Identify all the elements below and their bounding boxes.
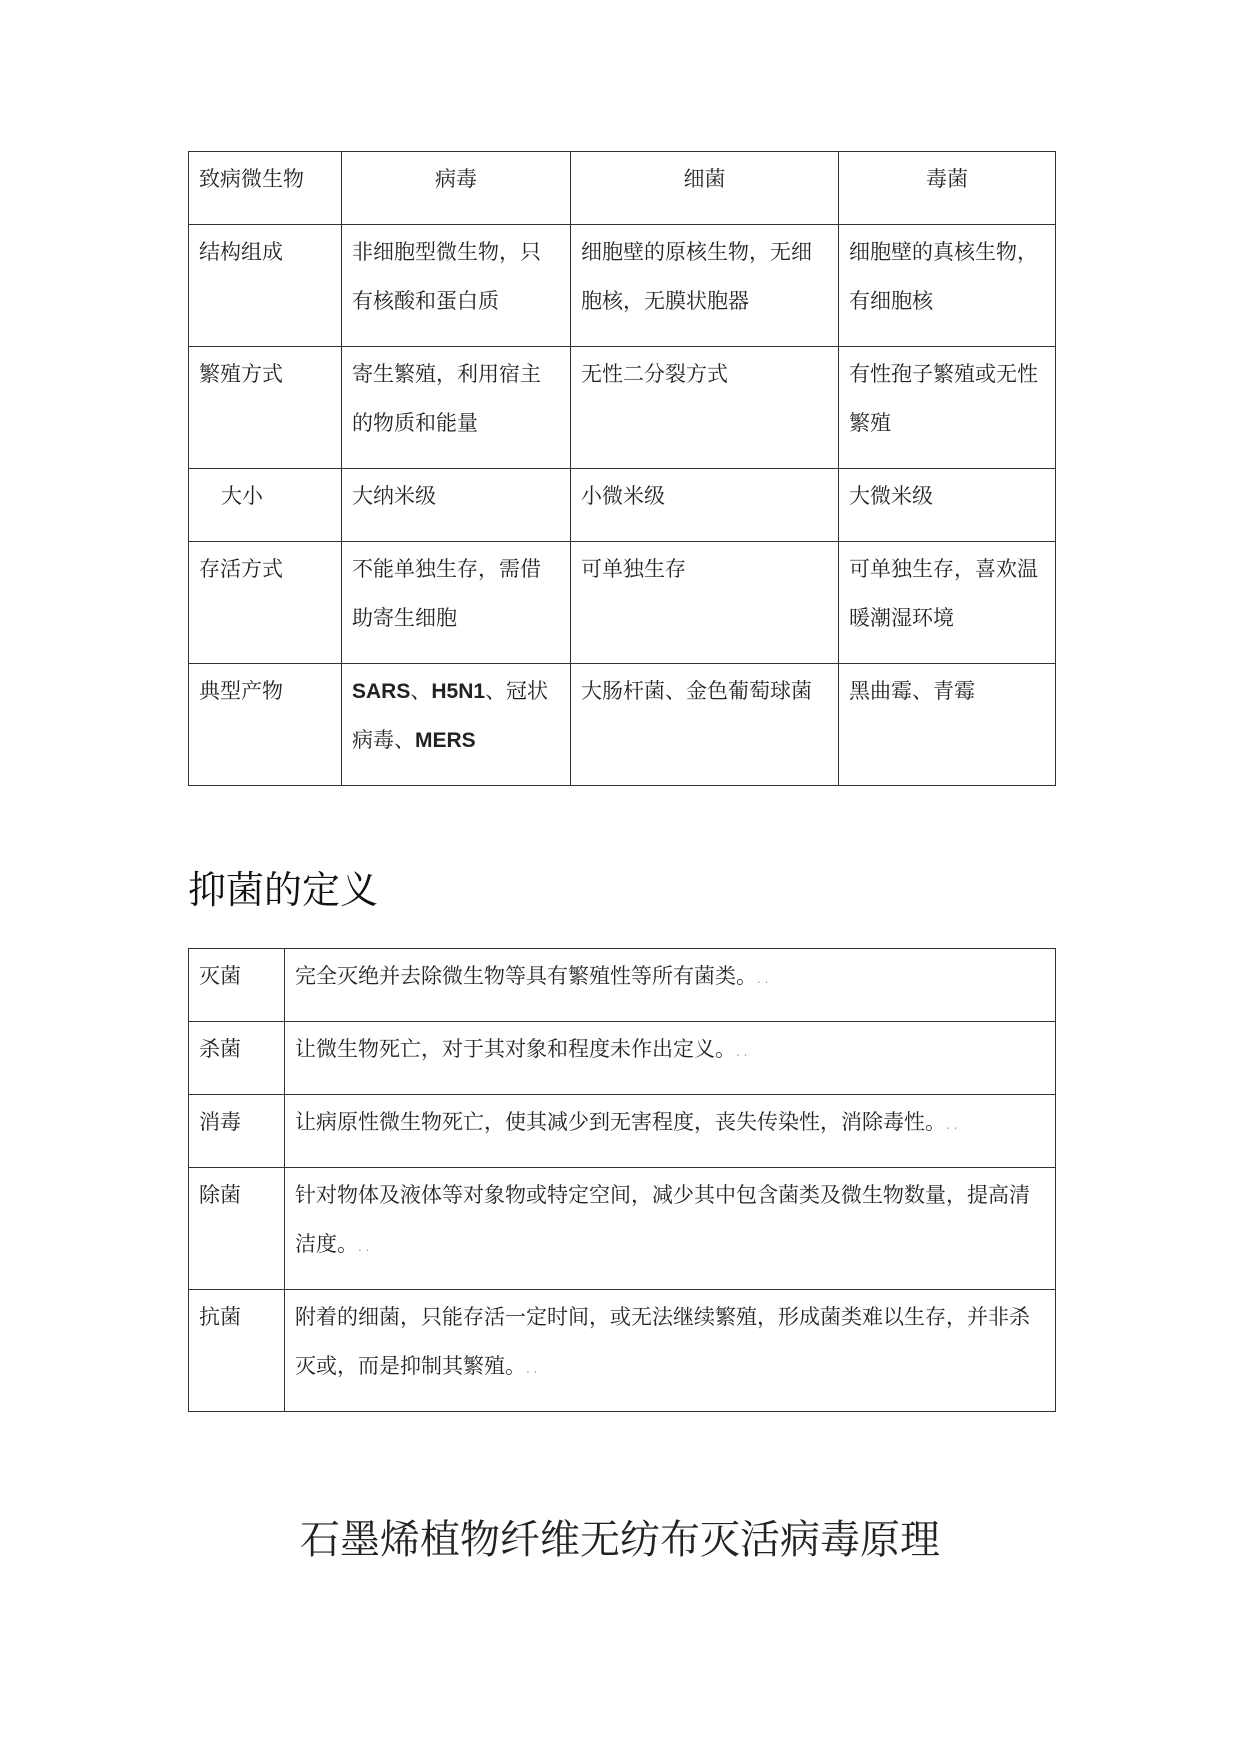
example-sars: SARS	[352, 680, 411, 703]
cell-virus-examples	[342, 664, 571, 786]
section-heading: 抑菌的定义	[188, 868, 379, 912]
cell-bacteria-examples: 大肠杆菌、金色葡萄球菌	[571, 664, 839, 786]
definition-cell	[285, 1168, 1056, 1290]
definition-text: 完全灭绝并去除微生物等具有繁殖性等所有菌类。	[295, 964, 757, 988]
definition-cell	[285, 949, 1056, 1022]
table-row	[189, 469, 1056, 542]
example-coronavirus: 、冠状病毒、	[352, 679, 549, 752]
table-row	[189, 1290, 1056, 1412]
table-row	[189, 542, 1056, 664]
definition-text: 让微生物死亡，对于其对象和程度未作出定义。	[295, 1037, 736, 1061]
table-row	[189, 1168, 1056, 1290]
cell-bacteria-reproduction: 无性二分裂方式	[571, 347, 839, 469]
antibacterial-definitions-table	[188, 948, 1056, 1412]
row-label-structure: 结构组成	[189, 225, 342, 347]
cell-fungi-structure: 细胞壁的真核生物，有细胞核	[839, 225, 1056, 347]
term-cell: 抗菌	[189, 1290, 285, 1412]
example-mers: MERS	[415, 729, 476, 752]
cell-virus-size: 大纳米级	[342, 469, 571, 542]
definition-cell	[285, 1095, 1056, 1168]
header-cell-bacteria: 细菌	[571, 152, 839, 225]
graphene-fabric-title: 石墨烯植物纤维无纺布灭活病毒原理	[300, 1517, 940, 1563]
term-cell: 杀菌	[189, 1022, 285, 1095]
cell-bacteria-size: 小微米级	[571, 469, 839, 542]
term-cell: 消毒	[189, 1095, 285, 1168]
table-row	[189, 664, 1056, 786]
row-label-survival: 存活方式	[189, 542, 342, 664]
header-cell-fungi: 毒菌	[839, 152, 1056, 225]
trailing-mark: . .	[757, 972, 769, 986]
table-row	[189, 1022, 1056, 1095]
definition-cell	[285, 1290, 1056, 1412]
header-cell-virus: 病毒	[342, 152, 571, 225]
term-cell: 灭菌	[189, 949, 285, 1022]
table-header-row	[189, 152, 1056, 225]
table-row	[189, 949, 1056, 1022]
table-row	[189, 225, 1056, 347]
definition-cell	[285, 1022, 1056, 1095]
microorganism-comparison-table	[188, 151, 1056, 786]
table-row	[189, 347, 1056, 469]
trailing-mark: . .	[526, 1362, 538, 1376]
example-h5n1: H5N1	[431, 680, 486, 703]
row-label-examples: 典型产物	[189, 664, 342, 786]
header-cell-pathogen: 致病微生物	[189, 152, 342, 225]
cell-virus-structure: 非细胞型微生物，只有核酸和蛋白质	[342, 225, 571, 347]
cell-bacteria-structure: 细胞壁的原核生物，无细胞核，无膜状胞器	[571, 225, 839, 347]
row-label-size: 大小	[189, 469, 342, 542]
trailing-mark: . .	[736, 1045, 748, 1059]
definition-text: 针对物体及液体等对象物或特定空间，减少其中包含菌类及微生物数量，提高清洁度。	[295, 1183, 1030, 1256]
row-label-reproduction: 繁殖方式	[189, 347, 342, 469]
cell-fungi-examples: 黑曲霉、青霉	[839, 664, 1056, 786]
cell-bacteria-survival: 可单独生存	[571, 542, 839, 664]
trailing-mark: . .	[946, 1118, 958, 1132]
term-cell: 除菌	[189, 1168, 285, 1290]
cell-virus-survival: 不能单独生存，需借助寄生细胞	[342, 542, 571, 664]
trailing-mark: . .	[358, 1240, 370, 1254]
table-row	[189, 1095, 1056, 1168]
cell-virus-reproduction: 寄生繁殖，利用宿主的物质和能量	[342, 347, 571, 469]
cell-fungi-survival: 可单独生存，喜欢温暖潮湿环境	[839, 542, 1056, 664]
cell-fungi-size: 大微米级	[839, 469, 1056, 542]
example-separator: 、	[410, 679, 432, 703]
cell-fungi-reproduction: 有性孢子繁殖或无性繁殖	[839, 347, 1056, 469]
definition-text: 让病原性微生物死亡，使其减少到无害程度，丧失传染性，消除毒性。	[295, 1110, 946, 1134]
definition-text: 附着的细菌，只能存活一定时间，或无法继续繁殖，形成菌类难以生存，并非杀灭或，而是抑制其繁殖。	[295, 1305, 1030, 1378]
